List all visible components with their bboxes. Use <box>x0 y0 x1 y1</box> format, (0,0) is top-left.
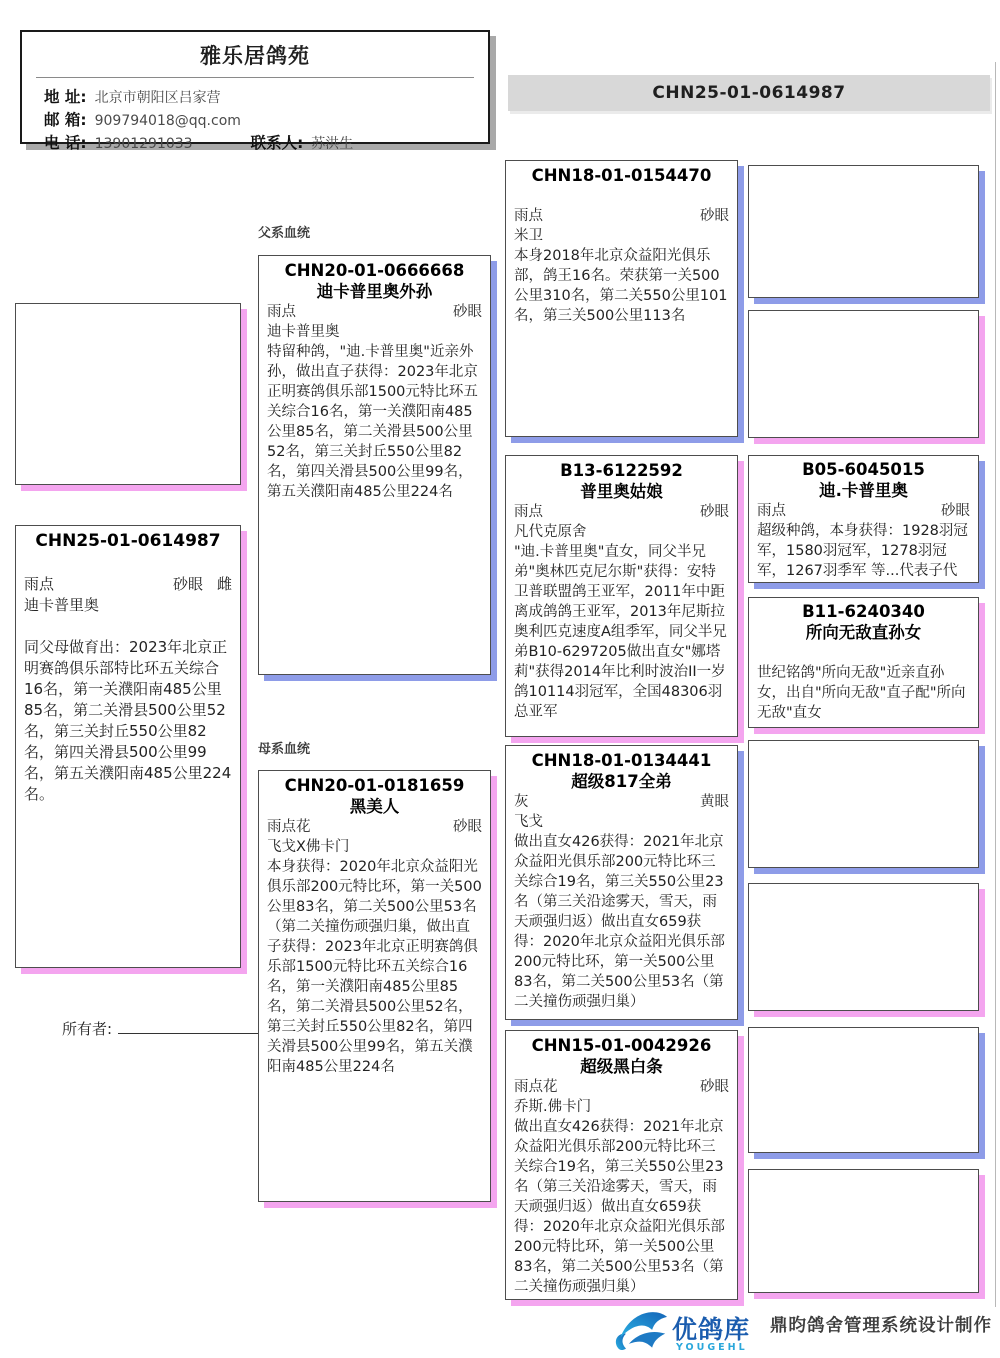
loft-name: 雅乐居鸽苑 <box>200 44 310 68</box>
email-label: 邮 箱: <box>44 111 87 129</box>
pgm-name: 普里奥姑娘 <box>580 482 663 501</box>
pgm-ring: B13-6122592 <box>560 461 683 480</box>
mgm-eye: 砂眼 <box>700 1079 729 1095</box>
main-bird-eye: 砂眼 <box>172 575 203 593</box>
mgf-ring: CHN18-01-0134441 <box>531 751 712 770</box>
mgf-name: 超级817全弟 <box>571 772 672 791</box>
mother-eye: 砂眼 <box>453 819 482 835</box>
pgm-dam-description: 世纪铭鸽"所向无敌"近亲直孙女，出自"所向无敌"直子配"所向无敌"直女 <box>757 665 966 721</box>
paternal-grandmother-box <box>505 455 738 737</box>
header-divider <box>36 77 474 78</box>
address-label: 地 址: <box>44 88 87 106</box>
mother-strain: 飞戈X佛卡门 <box>267 839 350 855</box>
main-bird-description: 同父母做育出：2023年北京正明赛鸽俱乐部特比环五关综合16名，第一关濮阳南485公里85名，第二关滑县500公里52名，第三关封丘550公里82名，第四关滑县500公里99名，第五关濮阳南485公里224名。 <box>24 638 232 803</box>
main-bird-box <box>15 525 241 968</box>
brand-subtitle: YOUGEHL <box>676 1342 748 1353</box>
loft-info <box>22 86 488 155</box>
maternal-grandmother-box <box>505 1030 738 1300</box>
mgm-description: 做出直女426获得：2021年北京众益阳光俱乐部200元特比环三关综合19名，第三关550公里23名（第三关沿途雾天，雪天，雨天顽强归返）做出直女659获得：2020年北京众益阳光俱乐部200元特比环，第一关500公里83名，第二关500公里53名（第二关撞伤顽强归巢） <box>514 1119 725 1295</box>
father-name: 迪卡普里奥外孙 <box>316 282 433 301</box>
owner-row <box>62 1018 263 1039</box>
loft-header-card <box>20 30 490 152</box>
father-color: 雨点 <box>267 304 296 320</box>
ggp-placeholder-dam-1 <box>748 310 979 438</box>
address-value: 北京市朝阳区吕家营 <box>94 90 221 106</box>
mother-color: 雨点花 <box>267 819 311 835</box>
bird-logo-icon <box>612 1304 668 1354</box>
mgf-eye: 黄眼 <box>700 794 729 810</box>
mother-ring: CHN20-01-0181659 <box>284 776 465 795</box>
mgm-strain: 乔斯.佛卡门 <box>514 1099 592 1115</box>
banner-ring-number: CHN25-01-0614987 <box>652 83 846 103</box>
pgf-color: 雨点 <box>514 208 543 224</box>
ring-banner <box>508 75 990 111</box>
pgm-strain: 凡代克原舍 <box>514 524 587 540</box>
mother-description: 本身获得：2020年北京众益阳光俱乐部200元特比环，第一关500公里83名，第二关500公里53名（第二关撞伤顽强归巢，做出直子获得：2023年北京正明赛鸽俱乐部1500元特比环五关综合16名，第一关濮阳南485公里85名，第二关滑县500公里52名，第三关封丘550公里82名，第四关滑县500公里99名，第五关濮阳南485公里224名 <box>267 859 482 1075</box>
pgf-description: 本身2018年北京众益阳光俱乐部，鸽王16名。荣获第一关500公里310名，第二关550公里101名，第三关500公里113名 <box>514 248 728 324</box>
owner-signature-line <box>118 1019 263 1034</box>
pgm-sire-color: 雨点 <box>757 503 786 519</box>
paternal-line-label: 父系血统 <box>258 226 311 241</box>
pgm-sire-description: 超级种鸽，本身获得：1928羽冠军，1580羽冠军，1278羽冠军，1267羽季军 等...代表子代 <box>757 523 968 579</box>
photo-placeholder <box>15 303 241 485</box>
contact-value: 苏洪生 <box>311 136 354 152</box>
owner-label: 所有者: <box>62 1020 113 1038</box>
ggp-placeholder-dam-2 <box>748 883 979 1011</box>
main-bird-ring: CHN25-01-0614987 <box>35 531 221 551</box>
email-value: 909794018@qq.com <box>94 113 241 129</box>
contact-label: 联系人: <box>250 134 304 152</box>
pgm-sire-eye: 砂眼 <box>941 503 970 519</box>
mgf-strain: 飞戈 <box>514 814 543 830</box>
main-bird-strain: 迪卡普里奥 <box>24 596 100 614</box>
phone-label: 电 话: <box>44 134 87 152</box>
brand-name: 优鸽库 <box>672 1315 751 1344</box>
paternal-grandfather-box <box>505 160 738 437</box>
pgm-dam-name: 所向无敌直孙女 <box>805 623 922 642</box>
maternal-grandfather-box <box>505 745 738 1020</box>
father-eye: 砂眼 <box>453 304 482 320</box>
maternal-line-label: 母系血统 <box>258 742 311 757</box>
main-bird-color: 雨点 <box>24 575 55 593</box>
mgm-color: 雨点花 <box>514 1079 558 1095</box>
ggp-placeholder-sire-2 <box>748 740 979 868</box>
mgf-description: 做出直女426获得：2021年北京众益阳光俱乐部200元特比环三关综合19名，第三关550公里23名（第三关沿途雾天，雪天，雨天顽强归返）做出直女659获得：2020年北京众益阳光俱乐部200元特比环，第一关500公里83名，第二关500公里53名（第二关撞伤顽强归巢） <box>514 834 725 1010</box>
ggp-placeholder-sire-1 <box>748 165 979 298</box>
mother-name: 黑美人 <box>349 797 400 816</box>
mgf-color: 灰 <box>514 794 529 810</box>
footer <box>0 1298 1000 1358</box>
pgf-strain: 米卫 <box>514 228 543 244</box>
father-strain: 迪卡普里奥 <box>267 324 340 340</box>
pgm-sire-ring: B05-6045015 <box>802 460 925 479</box>
pgm-sire-name: 迪.卡普里奥 <box>819 481 908 500</box>
mgm-ring: CHN15-01-0042926 <box>531 1036 712 1055</box>
phone-value: 13901291033 <box>94 136 193 152</box>
pgm-color: 雨点 <box>514 504 543 520</box>
page-edge-line <box>995 62 996 1307</box>
pgm-description: "迪.卡普里奥"直女，同父半兄弟"奥林匹克尼尔斯"获得：安特卫普联盟鸽王亚军，2011年中距离成鸽鸽王亚军，2013年尼斯拉奥利匹克速度A组季军，同父半兄弟B10-6297205做出直女"娜塔莉"获得2014年比利时波治II一岁鸽10114羽冠军，全国48306羽总亚军 <box>514 544 727 720</box>
mother-box <box>258 770 491 1202</box>
pgm-dam-ring: B11-6240340 <box>802 602 925 621</box>
pgm-dam-box <box>748 597 979 728</box>
pgm-sire-box <box>748 455 979 583</box>
father-box <box>258 255 491 675</box>
credit-text: 鼎昀鸽舍管理系统设计制作 <box>770 1316 992 1336</box>
father-ring: CHN20-01-0666668 <box>284 261 465 280</box>
pgm-eye: 砂眼 <box>700 504 729 520</box>
ggp-placeholder-dam-3 <box>748 1169 979 1293</box>
mgm-name: 超级黑白条 <box>580 1057 663 1076</box>
father-description: 特留种鸽，"迪.卡普里奥"近亲外孙，做出直子获得：2023年北京正明赛鸽俱乐部1500元特比环五关综合16名，第一关濮阳南485公里85名，第二关滑县500公里52名，第三关封丘550公里82名，第四关滑县500公里99名，第五关濮阳南485公里224名 <box>267 344 478 500</box>
ggp-placeholder-sire-3 <box>748 1027 979 1153</box>
pgf-eye: 砂眼 <box>700 208 729 224</box>
pgf-ring: CHN18-01-0154470 <box>531 166 712 185</box>
main-bird-sex: 雌 <box>216 575 232 593</box>
